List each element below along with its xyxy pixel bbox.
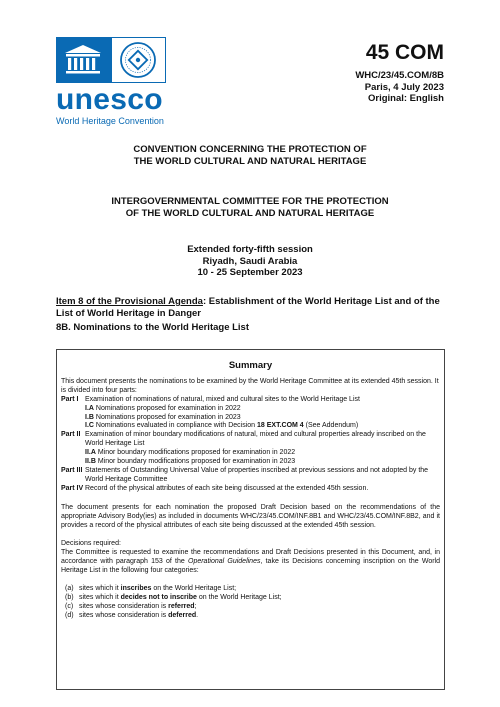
session-dates: 10 - 25 September 2023 xyxy=(197,267,303,278)
decisions-text: , take its Decisions concerning inscription on the World Heritage List in the following four categories: xyxy=(61,558,440,575)
agenda-item xyxy=(56,296,446,319)
category-keyword: inscribes xyxy=(120,585,152,593)
document-language: Original: English xyxy=(367,93,444,104)
part-text: Statements of Outstanding Universal Value of properties inscribed at previous sessions and not adopted by the World Heritage Committee xyxy=(85,466,429,483)
session-heading xyxy=(0,244,500,279)
category-keyword: deferred xyxy=(168,611,197,619)
part-item xyxy=(61,485,440,494)
part-item xyxy=(61,396,440,405)
committee-heading xyxy=(0,196,500,219)
categories-list xyxy=(61,585,440,621)
unesco-wordmark: unesco xyxy=(56,83,163,116)
subpart-item xyxy=(61,414,440,423)
category-text: on the World Heritage List; xyxy=(198,593,282,601)
unesco-temple-icon xyxy=(56,37,111,83)
document-number: WHC/23/45.COM/8B xyxy=(355,70,444,81)
subpart-label: I.B xyxy=(85,413,94,421)
category-keyword: decides not to inscribe xyxy=(120,593,197,601)
summary-intro: This document presents the nominations to be examined by the World Heritage Committee at its extended 45th session. It is divided into four parts: xyxy=(61,377,439,394)
subpart-label: II.B xyxy=(85,458,96,466)
document-date: Paris, 4 July 2023 xyxy=(364,81,444,93)
world-heritage-emblem-icon xyxy=(111,37,166,83)
decision-reference: 18 EXT.COM 4 xyxy=(257,422,304,430)
category-marker: (b) xyxy=(65,593,74,601)
document-reference xyxy=(355,41,444,105)
category-text: sites which it xyxy=(79,593,119,601)
committee-heading-line: OF THE WORLD CULTURAL AND NATURAL HERITAGE xyxy=(125,207,375,219)
subpart-text: Nominations proposed for examination in 2023 xyxy=(95,413,241,421)
records-paragraph: The document presents for each nomination the proposed Draft Decision based on the recommendations of the appropriate Advisory Body(ies) as included in documents WHC/23/45.COM/INF.8B1 and WHC/23/45.COM/INF.8B2, and it provides a record of the physical attributes of each site being discussed at the extended 45th session. xyxy=(61,503,440,529)
category-marker: (c) xyxy=(65,602,74,610)
category-item xyxy=(65,594,440,603)
agenda-item-reference: Item 8 of the Provisional Agenda xyxy=(56,296,203,307)
category-text: sites whose consideration is xyxy=(79,611,167,619)
category-item xyxy=(65,585,440,594)
part-text: Examination of minor boundary modifications of natural, mixed and cultural properties already inscribed on the World Heritage List xyxy=(85,431,426,448)
part-text: Examination of nominations of natural, mixed and cultural sites to the World Heritage List xyxy=(85,395,360,403)
category-keyword: referred xyxy=(168,602,195,610)
subpart-item xyxy=(61,458,440,467)
category-marker: (d) xyxy=(65,611,74,619)
category-text: ; xyxy=(194,602,197,610)
part-item xyxy=(61,431,440,449)
decisions-paragraph xyxy=(61,549,440,576)
operational-guidelines-ref: Operational Guidelines xyxy=(188,558,261,566)
decisions-required-label: Decisions required: xyxy=(61,540,121,548)
category-item xyxy=(65,603,440,612)
session-name: Extended forty-fifth session xyxy=(187,244,313,255)
subpart-item xyxy=(61,449,440,458)
session-code: 45 COM xyxy=(365,41,444,64)
subpart-text: Minor boundary modifications proposed for examination in 2022 xyxy=(97,449,296,457)
session-location: Riyadh, Saudi Arabia xyxy=(202,255,298,267)
category-marker: (a) xyxy=(65,585,74,593)
convention-heading-line: CONVENTION CONCERNING THE PROTECTION OF xyxy=(133,144,367,155)
unesco-whc-logo xyxy=(56,37,166,126)
category-text: on the World Heritage List; xyxy=(153,585,237,593)
committee-heading-line: INTERGOVERNMENTAL COMMITTEE FOR THE PROTECTION xyxy=(111,196,389,207)
subpart-text: (See Addendum) xyxy=(305,422,359,430)
decisions-section xyxy=(61,540,440,576)
subpart-text: Nominations proposed for examination in 2022 xyxy=(95,404,241,412)
convention-heading-line: THE WORLD CULTURAL AND NATURAL HERITAGE xyxy=(133,155,367,167)
logo-emblems xyxy=(56,37,166,83)
summary-box xyxy=(56,349,445,690)
part-label: Part I xyxy=(61,395,79,403)
world-heritage-convention-label: World Heritage Convention xyxy=(56,116,164,126)
parts-list xyxy=(61,396,440,494)
part-label: Part II xyxy=(61,431,81,439)
category-text: . xyxy=(196,611,199,619)
subpart-text: Nominations evaluated in compliance with Decision xyxy=(95,422,256,430)
subpart-label: I.A xyxy=(85,404,94,412)
category-text: sites which it xyxy=(79,585,119,593)
summary-title: Summary xyxy=(228,360,273,371)
part-label: Part III xyxy=(61,466,83,474)
part-item xyxy=(61,467,440,485)
convention-heading xyxy=(0,144,500,167)
category-text: sites whose consideration is xyxy=(79,602,167,610)
subpart-label: II.A xyxy=(85,449,96,457)
category-item xyxy=(65,612,440,621)
decisions-text: The Committee is requested to examine the recommendations and Draft Decisions presented in this Document, and, in accordance with paragraph 153 of the xyxy=(61,549,440,566)
agenda-subitem: 8B. Nominations to the World Heritage List xyxy=(56,322,250,333)
part-label: Part IV xyxy=(61,484,84,492)
subpart-text: Minor boundary modifications proposed for examination in 2023 xyxy=(97,458,296,466)
part-text: Record of the physical attributes of each site being discussed at the extended 45th session. xyxy=(85,484,369,492)
agenda-item-title: : Establishment of the World Heritage List and of the List of World Heritage in Danger xyxy=(56,296,440,319)
subpart-label: I.C xyxy=(85,422,94,430)
subpart-item xyxy=(61,405,440,414)
subpart-item xyxy=(61,422,440,431)
